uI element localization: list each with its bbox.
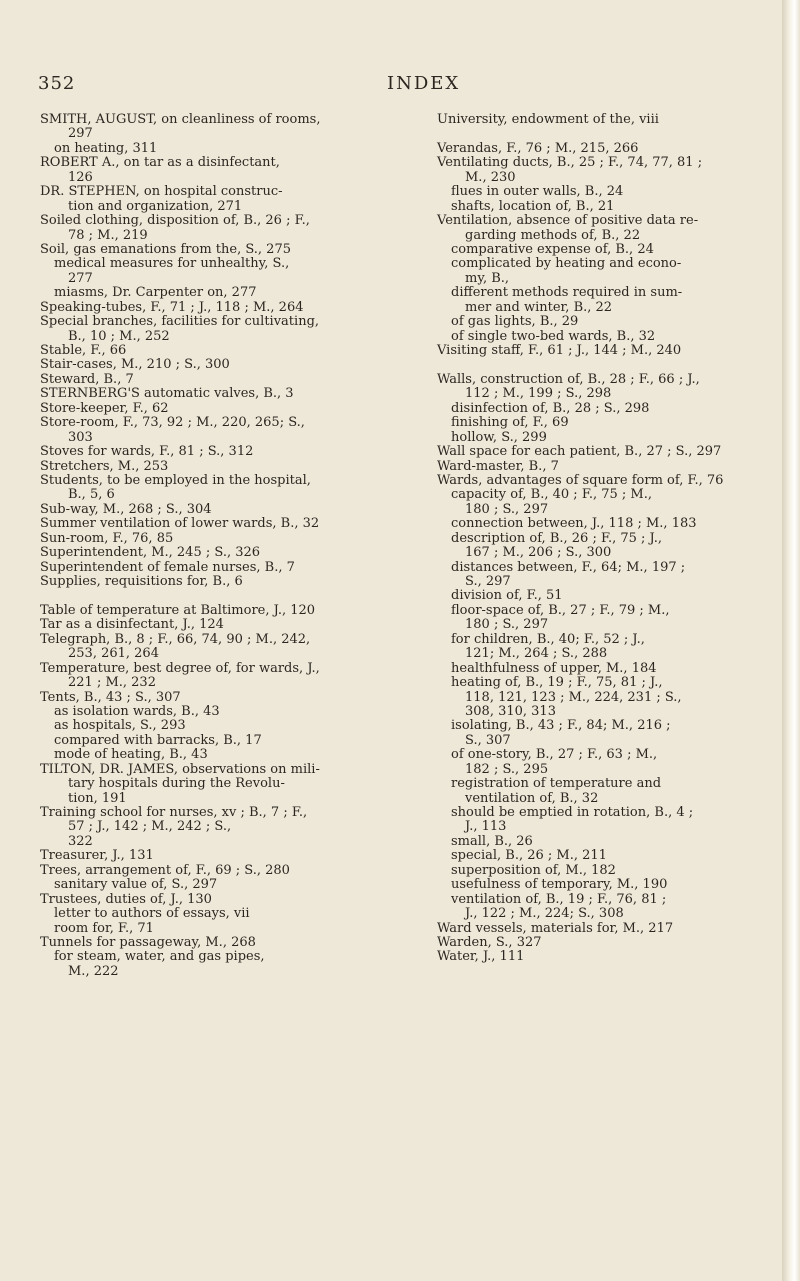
index-entry: B., 5, 6 [68, 487, 115, 503]
index-entry: 253, 261, 264 [68, 646, 159, 662]
index-entry: finishing of, F., 69 [451, 415, 569, 431]
entry-gap [437, 358, 767, 372]
index-entry: special, B., 26 ; M., 211 [451, 848, 607, 864]
index-entry: letter to authors of essays, vii [54, 906, 250, 922]
entry-gap [437, 127, 767, 141]
index-entry: Stretchers, M., 253 [40, 458, 169, 474]
index-entry: room for, F., 71 [54, 920, 154, 936]
index-entry: description of, B., 26 ; F., 75 ; J., [451, 530, 662, 546]
index-entry: my, B., [465, 270, 510, 286]
index-entry: capacity of, B., 40 ; F., 75 ; M., [451, 487, 652, 503]
index-entry: 180 ; S., 297 [465, 617, 549, 633]
index-entry: mer and winter, B., 22 [465, 299, 613, 315]
index-entry: Wards, advantages of square form of, F., 76 [437, 472, 724, 488]
index-entry: comparative expense of, B., 24 [451, 241, 654, 257]
index-entry: SMITH, AUGUST, on cleanliness of rooms, [40, 112, 321, 127]
index-entry: for children, B., 40; F., 52 ; J., [451, 631, 645, 647]
index-entry: heating of, B., 19 ; F., 75, 81 ; J., [451, 675, 663, 691]
index-entry: Water, J., 111 [437, 949, 525, 965]
index-entry: different methods required in sum- [451, 285, 683, 301]
index-entry: flues in outer walls, B., 24 [451, 184, 624, 200]
index-column-left [40, 113, 420, 979]
index-entry: Verandas, F., 76 ; M., 215, 266 [437, 140, 639, 156]
page-number: 352 [38, 73, 76, 94]
index-entry: Stoves for wards, F., 81 ; S., 312 [40, 444, 254, 460]
index-entry: Stair-cases, M., 210 ; S., 300 [40, 357, 230, 373]
index-entry: 297 [68, 126, 93, 142]
index-entry: ventilation of, B., 19 ; F., 76, 81 ; [451, 891, 667, 907]
running-head: INDEX [387, 73, 461, 94]
index-entry: TILTON, DR. JAMES, observations on mili- [40, 761, 320, 777]
index-entry: Table of temperature at Baltimore, J., 120 [40, 602, 316, 618]
index-entry: 118, 121, 123 ; M., 224, 231 ; S., [465, 689, 682, 705]
index-entry: Students, to be employed in the hospital, [40, 472, 311, 488]
index-entry: Training school for nurses, xv ; B., 7 ; F., [40, 805, 308, 820]
index-entry: Trees, arrangement of, F., 69 ; S., 280 [40, 862, 290, 878]
index-entry: medical measures for unhealthy, S., [54, 256, 290, 272]
index-entry: Speaking-tubes, F., 71 ; J., 118 ; M., 264 [40, 299, 304, 315]
index-entry: of single two-bed wards, B., 32 [451, 328, 656, 344]
index-entry: Supplies, requisitions for, B., 6 [40, 574, 243, 589]
index-entry: Special branches, facilities for cultivating, [40, 314, 320, 330]
index-entry: 167 ; M., 206 ; S., 300 [465, 545, 612, 561]
index-entry: J., 113 [465, 819, 507, 835]
index-entry: Summer ventilation of lower wards, B., 32 [40, 516, 320, 532]
index-entry: 322 [68, 833, 93, 849]
index-entry: registration of temperature and [451, 776, 662, 792]
index-entry: S., 307 [465, 732, 511, 748]
index-entry: Ward vessels, materials for, M., 217 [437, 920, 674, 936]
index-entry: superposition of, M., 182 [451, 862, 616, 878]
index-entry: Tar as a disinfectant, J., 124 [40, 617, 224, 633]
index-entry: STERNBERG'S automatic valves, B., 3 [40, 386, 294, 402]
index-entry: should be emptied in rotation, B., 4 ; [451, 805, 694, 820]
index-entry: for steam, water, and gas pipes, [54, 949, 265, 965]
index-entry: M., 222 [68, 963, 119, 979]
index-entry: DR. STEPHEN, on hospital construc- [40, 184, 283, 200]
index-entry: usefulness of temporary, M., 190 [451, 877, 668, 893]
index-entry: disinfection of, B., 28 ; S., 298 [451, 400, 650, 416]
index-entry: University, endowment of the, viii [437, 112, 659, 127]
index-entry: Superintendent, M., 245 ; S., 326 [40, 545, 261, 561]
index-entry: 112 ; M., 199 ; S., 298 [465, 386, 612, 402]
index-entry: B., 10 ; M., 252 [68, 328, 170, 344]
page-header [0, 73, 785, 97]
index-entry: 126 [68, 169, 93, 185]
entry-gap [40, 589, 420, 603]
index-entry: S., 297 [465, 574, 511, 589]
index-entry: 303 [68, 429, 93, 445]
index-entry: 78 ; M., 219 [68, 227, 148, 243]
index-entry: 57 ; J., 142 ; M., 242 ; S., [68, 819, 232, 835]
index-entry: tary hospitals during the Revolu- [68, 776, 285, 792]
index-entry: 182 ; S., 295 [465, 761, 549, 777]
index-entry: mode of heating, B., 43 [54, 747, 208, 763]
index-entry: Temperature, best degree of, for wards, J., [40, 660, 320, 676]
index-entry: healthfulness of upper, M., 184 [451, 660, 657, 676]
index-entry: Superintendent of female nurses, B., 7 [40, 559, 295, 575]
index-entry: Sub-way, M., 268 ; S., 304 [40, 501, 212, 517]
index-entry: Stable, F., 66 [40, 343, 127, 358]
index-entry: connection between, J., 118 ; M., 183 [451, 516, 697, 532]
index-entry: 121; M., 264 ; S., 288 [465, 646, 608, 662]
index-entry: Steward, B., 7 [40, 371, 134, 387]
index-entry: of gas lights, B., 29 [451, 314, 579, 330]
index-entry: ROBERT A., on tar as a disinfectant, [40, 155, 280, 171]
index-entry: Store-keeper, F., 62 [40, 400, 169, 416]
index-entry: Ventilating ducts, B., 25 ; F., 74, 77, 81 ; [437, 155, 703, 171]
index-entry: Treasurer, J., 131 [40, 848, 154, 864]
index-entry: J., 122 ; M., 224; S., 308 [465, 906, 624, 922]
index-entry: sanitary value of, S., 297 [54, 877, 218, 893]
index-entry: M., 230 [465, 169, 516, 185]
index-entry: floor-space of, B., 27 ; F., 79 ; M., [451, 602, 670, 618]
index-entry: Visiting staff, F., 61 ; J., 144 ; M., 240 [437, 343, 682, 358]
index-entry: garding methods of, B., 22 [465, 227, 641, 243]
index-entry: Ventilation, absence of positive data re- [437, 213, 699, 229]
index-entry: as hospitals, S., 293 [54, 718, 186, 734]
index-entry: Store-room, F., 73, 92 ; M., 220, 265; S., [40, 415, 305, 431]
index-entry: division of, F., 51 [451, 588, 563, 604]
index-entry: Telegraph, B., 8 ; F., 66, 74, 90 ; M., 242, [40, 631, 311, 647]
index-entry: small, B., 26 [451, 833, 533, 849]
index-entry: shafts, location of, B., 21 [451, 198, 615, 214]
index-entry: distances between, F., 64; M., 197 ; [451, 559, 686, 575]
index-entry: on heating, 311 [54, 140, 158, 156]
index-entry: of one-story, B., 27 ; F., 63 ; M., [451, 747, 658, 763]
index-entry: hollow, S., 299 [451, 429, 547, 445]
index-entry: 308, 310, 313 [465, 703, 556, 719]
index-entry: complicated by heating and econo- [451, 256, 682, 272]
index-entry: as isolation wards, B., 43 [54, 703, 220, 719]
index-entry: compared with barracks, B., 17 [54, 732, 262, 748]
index-entry: Wall space for each patient, B., 27 ; S., 297 [437, 444, 722, 460]
index-entry: 277 [68, 270, 93, 286]
index-entry: Ward-master, B., 7 [437, 458, 559, 474]
index-column-right [437, 113, 767, 965]
index-entry: tion and organization, 271 [68, 198, 243, 214]
index-entry: tion, 191 [68, 790, 127, 806]
index-entry: Soil, gas emanations from the, S., 275 [40, 241, 291, 257]
index-entry: Walls, construction of, B., 28 ; F., 66 ; J., [437, 371, 700, 387]
index-entry: Tunnels for passageway, M., 268 [40, 934, 256, 950]
index-entry: Tents, B., 43 ; S., 307 [40, 689, 181, 705]
page-binding-edge [782, 0, 800, 1281]
index-entry: Trustees, duties of, J., 130 [40, 891, 212, 907]
index-entry: 221 ; M., 232 [68, 675, 156, 691]
index-entry: isolating, B., 43 ; F., 84; M., 216 ; [451, 718, 671, 734]
index-entry: Soiled clothing, disposition of, B., 26 ; F., [40, 213, 310, 229]
index-entry: ventilation of, B., 32 [465, 790, 599, 806]
index-entry: miasms, Dr. Carpenter on, 277 [54, 285, 257, 301]
index-entry: Warden, S., 327 [437, 934, 542, 950]
index-entry: Sun-room, F., 76, 85 [40, 530, 174, 546]
index-entry: 180 ; S., 297 [465, 501, 549, 517]
